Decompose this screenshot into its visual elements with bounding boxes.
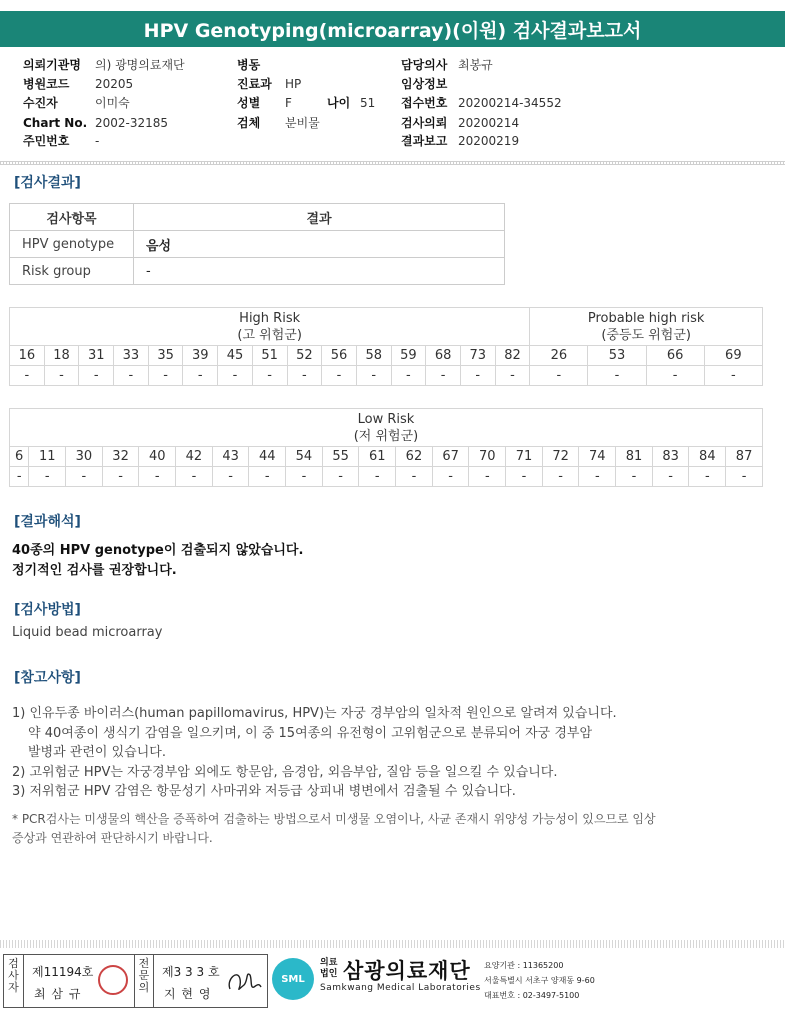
genotype-code: 44 bbox=[249, 447, 286, 467]
genotype-code: 84 bbox=[689, 447, 726, 467]
genotype-value: - bbox=[588, 366, 646, 386]
genotype-code: 74 bbox=[579, 447, 616, 467]
genotype-code: 68 bbox=[426, 346, 461, 366]
specialist-label: 전문의 bbox=[134, 955, 154, 1007]
doctor-label: 담당의사 bbox=[401, 58, 448, 72]
dept-label: 진료과 bbox=[237, 77, 272, 91]
interpretation-text bbox=[12, 541, 303, 581]
genotype-value: - bbox=[148, 366, 183, 386]
sml-logo-icon: SML bbox=[272, 958, 314, 1000]
genotype-value: - bbox=[396, 467, 433, 487]
report-title: HPV Genotyping(microarray)(이원) 검사결과보고서 bbox=[0, 11, 785, 47]
note-line: * PCR검사는 미생물의 핵산을 증폭하여 검출하는 방법으로서 미생물 오염이나, 사균 존재시 위양성 가능성이 있으므로 임상 bbox=[12, 812, 656, 826]
specialist-name: 지 현 영 bbox=[164, 987, 212, 1001]
logo-name: 삼광의료재단 bbox=[343, 959, 471, 983]
genotype-value: - bbox=[102, 467, 139, 487]
patient-info bbox=[0, 54, 785, 154]
age-value: 51 bbox=[360, 96, 376, 110]
genotype-code: 83 bbox=[652, 447, 689, 467]
patient-label: 수진자 bbox=[23, 96, 58, 110]
genotype-value: - bbox=[249, 467, 286, 487]
result-item: HPV genotype bbox=[10, 231, 134, 258]
genotype-code: 16 bbox=[10, 346, 45, 366]
genotype-code: 32 bbox=[102, 447, 139, 467]
genotype-value: - bbox=[114, 366, 149, 386]
ward-label: 병동 bbox=[237, 58, 261, 72]
genotype-value: - bbox=[322, 467, 359, 487]
signature-icon bbox=[224, 965, 264, 999]
genotype-value: - bbox=[726, 467, 763, 487]
genotype-value: - bbox=[44, 366, 79, 386]
genotype-code: 81 bbox=[616, 447, 653, 467]
contact-line: 대표번호 : 02-3497-5100 bbox=[484, 991, 580, 1000]
tester-name: 최 삼 규 bbox=[34, 987, 82, 1001]
tester-seal-icon bbox=[98, 965, 128, 995]
genotype-code: 30 bbox=[66, 447, 103, 467]
hospital-code-value: 20205 bbox=[95, 77, 134, 91]
genotype-code: 58 bbox=[356, 346, 391, 366]
genotype-value: - bbox=[66, 467, 103, 487]
patient-value: 이미숙 bbox=[95, 96, 130, 110]
high-risk-header bbox=[10, 308, 530, 346]
genotype-value: - bbox=[426, 366, 461, 386]
reference-item: 1) 인유두종 바이러스(human papillomavirus, HPV)는 자궁 경부암의 일차적 원인으로 알려져 있습니다. bbox=[12, 706, 617, 721]
genotype-value: - bbox=[356, 366, 391, 386]
reference-item: 2) 고위험군 HPV는 자궁경부암 외에도 항문암, 음경암, 외음부암, 질암 등을 일으킬 수 있습니다. bbox=[12, 764, 558, 780]
genotype-code: 33 bbox=[114, 346, 149, 366]
genotype-code: 43 bbox=[212, 447, 249, 467]
genotype-code: 56 bbox=[322, 346, 357, 366]
genotype-code: 42 bbox=[176, 447, 213, 467]
interpretation-line: 40종의 HPV genotype이 검출되지 않았습니다. bbox=[12, 543, 304, 558]
genotype-value: - bbox=[29, 467, 66, 487]
result-value: 음성 bbox=[134, 231, 505, 258]
genotype-code: 11 bbox=[29, 447, 66, 467]
specimen-value: 분비물 bbox=[285, 116, 320, 130]
high-risk-table bbox=[9, 307, 763, 386]
section-method-title: [검사방법] bbox=[14, 602, 81, 618]
genotype-value: - bbox=[432, 467, 469, 487]
genotype-code: 61 bbox=[359, 447, 396, 467]
genotype-value: - bbox=[322, 366, 357, 386]
genotype-code: 55 bbox=[322, 447, 359, 467]
genotype-value: - bbox=[704, 366, 762, 386]
genotype-value: - bbox=[79, 366, 114, 386]
genotype-code: 87 bbox=[726, 447, 763, 467]
reference-item: 3) 저위험군 HPV 감염은 항문성기 사마귀와 저등급 상피내 병변에서 검출될 수 있습니다. bbox=[12, 784, 516, 800]
logo-english: Samkwang Medical Laboratories bbox=[320, 983, 481, 993]
genotype-value: - bbox=[469, 467, 506, 487]
sex-value: F bbox=[285, 96, 292, 110]
sex-label: 성별 bbox=[237, 96, 261, 110]
note-line: 증상과 연관하여 판단하시기 바랍니다. bbox=[12, 831, 213, 845]
genotype-code: 73 bbox=[460, 346, 495, 366]
age-label: 나이 bbox=[327, 96, 351, 110]
genotype-value: - bbox=[10, 467, 29, 487]
genotype-code: 31 bbox=[79, 346, 114, 366]
genotype-code: 62 bbox=[396, 447, 433, 467]
reference-item: 발병과 관련이 있습니다. bbox=[28, 745, 166, 761]
logo-prefix-top: 의료 bbox=[320, 958, 338, 968]
genotype-code: 71 bbox=[506, 447, 543, 467]
contact-line: 서울특별시 서초구 양재동 9-60 bbox=[484, 976, 595, 985]
clinical-label: 임상정보 bbox=[401, 77, 448, 91]
contact-info bbox=[484, 958, 595, 1003]
genotype-code: 39 bbox=[183, 346, 218, 366]
genotype-code: 52 bbox=[287, 346, 322, 366]
genotype-value: - bbox=[359, 467, 396, 487]
specialist-number: 제3 3 3 호 bbox=[162, 965, 220, 979]
bottom-divider bbox=[0, 940, 785, 948]
genotype-value: - bbox=[287, 366, 322, 386]
pcr-note bbox=[12, 810, 752, 848]
section-result-title: [검사결과] bbox=[14, 175, 81, 191]
genotype-value: - bbox=[10, 366, 45, 386]
genotype-code: 53 bbox=[588, 346, 646, 366]
genotype-value: - bbox=[139, 467, 176, 487]
genotype-value: - bbox=[183, 366, 218, 386]
genotype-value: - bbox=[579, 467, 616, 487]
genotype-value: - bbox=[506, 467, 543, 487]
section-interpretation-title: [결과해석] bbox=[14, 514, 81, 530]
institution-value: 의) 광명의료재단 bbox=[95, 58, 185, 72]
genotype-value: - bbox=[530, 366, 588, 386]
low-risk-header-sub: (저 위험군) bbox=[353, 428, 419, 444]
contact-line: 요양기관 : 11365200 bbox=[484, 961, 564, 970]
genotype-code: 69 bbox=[704, 346, 762, 366]
receipt-value: 20200214-34552 bbox=[458, 96, 562, 110]
tester-label: 검사자 bbox=[4, 955, 24, 1007]
genotype-code: 67 bbox=[432, 447, 469, 467]
report-value: 20200219 bbox=[458, 134, 520, 148]
chart-value: 2002-32185 bbox=[95, 116, 169, 130]
low-risk-header bbox=[10, 409, 763, 447]
genotype-code: 45 bbox=[218, 346, 253, 366]
probable-risk-header-sub: (중등도 위험군) bbox=[601, 327, 691, 343]
specimen-label: 검체 bbox=[237, 116, 261, 130]
genotype-code: 35 bbox=[148, 346, 183, 366]
genotype-value: - bbox=[689, 467, 726, 487]
genotype-value: - bbox=[252, 366, 287, 386]
genotype-code: 51 bbox=[252, 346, 287, 366]
result-value: - bbox=[134, 258, 505, 285]
genotype-value: - bbox=[542, 467, 579, 487]
resident-label: 주민번호 bbox=[23, 134, 70, 148]
result-col-item: 검사항목 bbox=[10, 204, 134, 231]
method-text: Liquid bead microarray bbox=[12, 625, 163, 640]
probable-risk-header-main: Probable high risk bbox=[587, 310, 705, 326]
result-table bbox=[9, 203, 505, 285]
signature-box bbox=[3, 954, 268, 1008]
reference-list bbox=[12, 704, 617, 802]
genotype-value: - bbox=[176, 467, 213, 487]
probable-risk-header bbox=[530, 308, 763, 346]
genotype-value: - bbox=[652, 467, 689, 487]
low-risk-table bbox=[9, 408, 763, 487]
genotype-code: 72 bbox=[542, 447, 579, 467]
reference-item: 약 40여종이 생식기 감염을 일으키며, 이 중 15여종의 유전형이 고위험군으로 분류되어 자궁 경부암 bbox=[28, 725, 593, 741]
result-col-result: 결과 bbox=[134, 204, 505, 231]
genotype-value: - bbox=[212, 467, 249, 487]
genotype-code: 82 bbox=[495, 346, 530, 366]
low-risk-header-main: Low Risk bbox=[357, 411, 415, 427]
genotype-code: 6 bbox=[10, 447, 29, 467]
chart-label: Chart No. bbox=[23, 116, 88, 130]
receipt-label: 접수번호 bbox=[401, 96, 448, 110]
table-row bbox=[10, 258, 505, 285]
genotype-value: - bbox=[218, 366, 253, 386]
hospital-code-label: 병원코드 bbox=[23, 77, 70, 91]
high-risk-header-sub: (고 위험군) bbox=[237, 327, 302, 343]
divider bbox=[0, 161, 785, 165]
report-label: 결과보고 bbox=[401, 134, 448, 148]
genotype-value: - bbox=[646, 366, 704, 386]
high-risk-header-main: High Risk bbox=[239, 310, 301, 326]
genotype-code: 26 bbox=[530, 346, 588, 366]
doctor-value: 최봉규 bbox=[458, 58, 493, 72]
genotype-value: - bbox=[286, 467, 323, 487]
genotype-value: - bbox=[460, 366, 495, 386]
logo-prefix bbox=[320, 958, 337, 980]
result-item: Risk group bbox=[10, 258, 134, 285]
genotype-code: 70 bbox=[469, 447, 506, 467]
request-label: 검사의뢰 bbox=[401, 116, 448, 130]
institution-label: 의뢰기관명 bbox=[23, 58, 81, 72]
request-value: 20200214 bbox=[458, 116, 520, 130]
genotype-code: 66 bbox=[646, 346, 704, 366]
dept-value: HP bbox=[285, 77, 302, 91]
genotype-value: - bbox=[391, 366, 426, 386]
genotype-code: 54 bbox=[286, 447, 323, 467]
table-row bbox=[10, 231, 505, 258]
interpretation-line: 정기적인 검사를 권장합니다. bbox=[12, 563, 177, 578]
genotype-code: 59 bbox=[391, 346, 426, 366]
section-reference-title: [참고사항] bbox=[14, 670, 81, 686]
resident-value: - bbox=[95, 134, 100, 148]
genotype-code: 40 bbox=[139, 447, 176, 467]
genotype-code: 18 bbox=[44, 346, 79, 366]
genotype-value: - bbox=[616, 467, 653, 487]
genotype-value: - bbox=[495, 366, 530, 386]
logo-prefix-bottom: 법인 bbox=[320, 969, 338, 979]
tester-number: 제11194호 bbox=[32, 965, 94, 979]
